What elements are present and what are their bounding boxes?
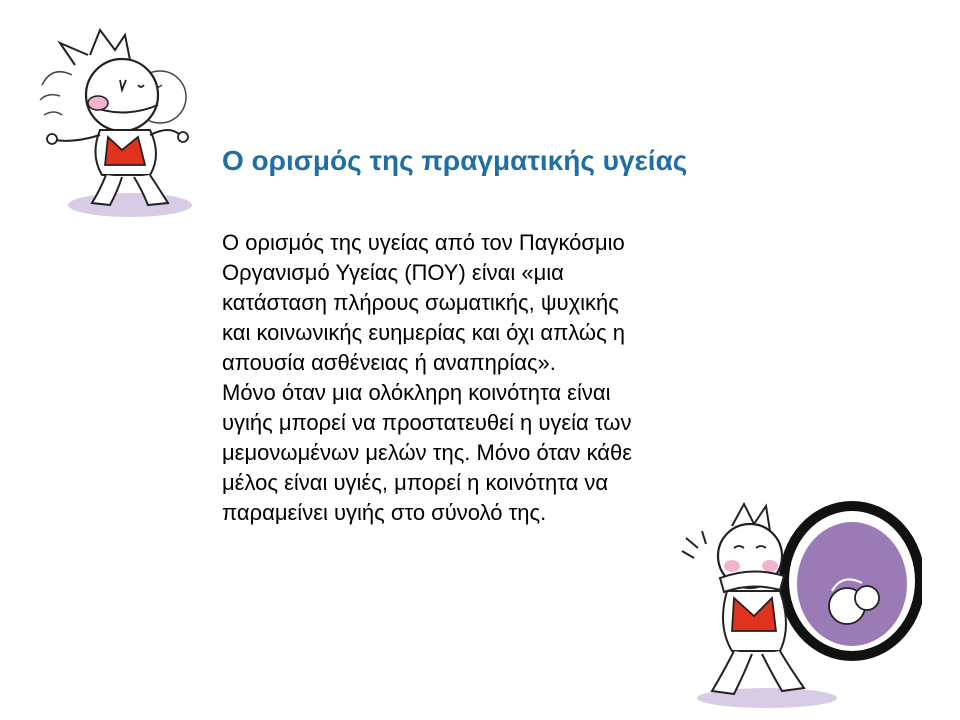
text-line: μέλος είναι υγιές, μπορεί η κοινότητα να <box>222 470 609 495</box>
text-line: Οργανισμό Υγείας (ΠΟΥ) είναι «μια <box>222 260 564 285</box>
text-line: απουσία ασθένειας ή αναπηρίας». <box>222 350 556 375</box>
slide-body <box>222 228 742 528</box>
sneezing-character-illustration <box>672 486 922 711</box>
dancing-character-illustration <box>30 25 200 220</box>
germ-bubble-fill <box>797 522 907 646</box>
text-line: Μόνο όταν μια ολόκληρη κοινότητα είναι <box>222 380 611 405</box>
text-line: και κοινωνικής ευημερίας και όχι απλώς η <box>222 320 626 345</box>
paragraph-who-definition <box>222 228 742 378</box>
cheek <box>724 560 740 572</box>
floor-shadow <box>68 193 192 217</box>
cheek <box>88 96 108 110</box>
paragraph-community-health <box>222 378 742 528</box>
text-line: κατάσταση πλήρους σωματικής, ψυχικής <box>222 290 619 315</box>
text-line: υγιής μπορεί να προστατευθεί η υγεία των <box>222 410 632 435</box>
text-line: μεμονωμένων μελών της. Μόνο όταν κάθε <box>222 440 633 465</box>
text-line: παραμείνει υγιής στο σύνολό της. <box>222 500 547 525</box>
text-line: Ο ορισμός της υγείας από τον Παγκόσμιο <box>222 230 625 255</box>
character-head <box>86 59 158 131</box>
slide-title: Ο ορισμός της πραγματικής υγείας <box>222 145 688 176</box>
cheek <box>762 560 778 572</box>
